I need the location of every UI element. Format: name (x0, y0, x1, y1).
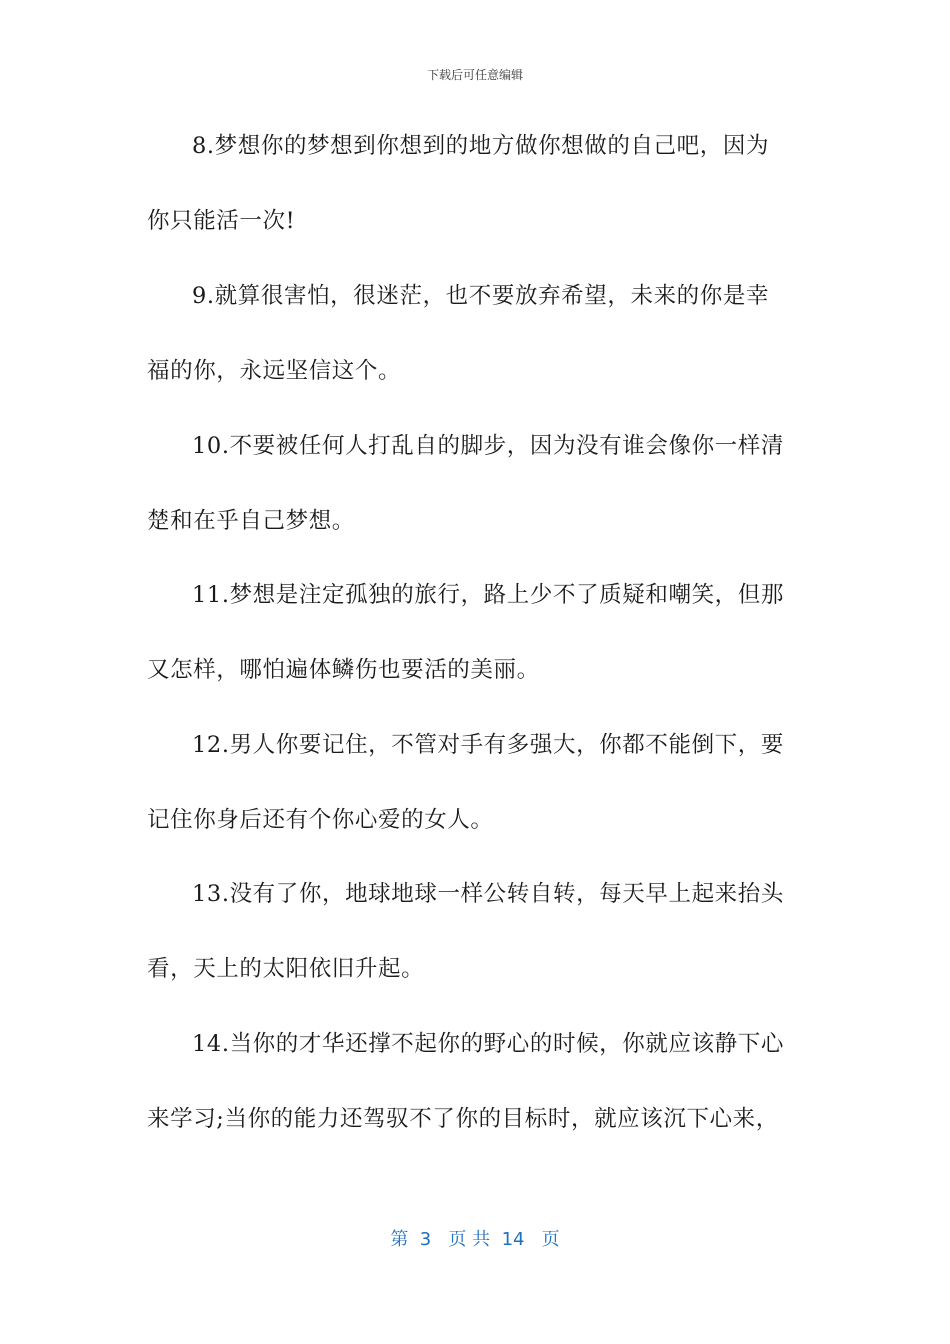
page-number-footer: 第 3 页 共 14 页 (390, 1229, 560, 1250)
paragraph-11-line-2: 又怎样，哪怕遍体鳞伤也要活的美丽。 (147, 657, 540, 683)
paragraph-13-line-1: 13.没有了你，地球地球一样公转自转，每天早上起来抬头 (192, 881, 784, 907)
paragraph-8-line-2: 你只能活一次! (147, 208, 296, 234)
page-header: 下载后可任意编辑 (426, 68, 523, 82)
paragraph-12-line-1: 12.男人你要记住，不管对手有多强大，你都不能倒下，要 (192, 732, 784, 758)
paragraph-13-line-2: 看，天上的太阳依旧升起。 (147, 956, 425, 982)
paragraph-14-line-2: 来学习;当你的能力还驾驭不了你的目标时，就应该沉下心来， (147, 1106, 779, 1132)
paragraph-14-line-1: 14.当你的才华还撑不起你的野心的时候，你就应该静下心 (192, 1031, 784, 1057)
paragraph-10-line-1: 10.不要被任何人打乱自的脚步，因为没有谁会像你一样清 (192, 433, 784, 459)
paragraph-9-line-2: 福的你，永远坚信这个。 (147, 358, 402, 384)
paragraph-9-line-1: 9.就算很害怕，很迷茫，也不要放弃希望，未来的你是幸 (192, 283, 770, 309)
paragraph-10-line-2: 楚和在乎自己梦想。 (147, 508, 355, 534)
paragraph-11-line-1: 11.梦想是注定孤独的旅行，路上少不了质疑和嘲笑，但那 (192, 582, 784, 608)
paragraph-12-line-2: 记住你身后还有个你心爱的女人。 (147, 807, 494, 833)
paragraph-8-line-1: 8.梦想你的梦想到你想到的地方做你想做的自己吧，因为 (192, 133, 770, 159)
